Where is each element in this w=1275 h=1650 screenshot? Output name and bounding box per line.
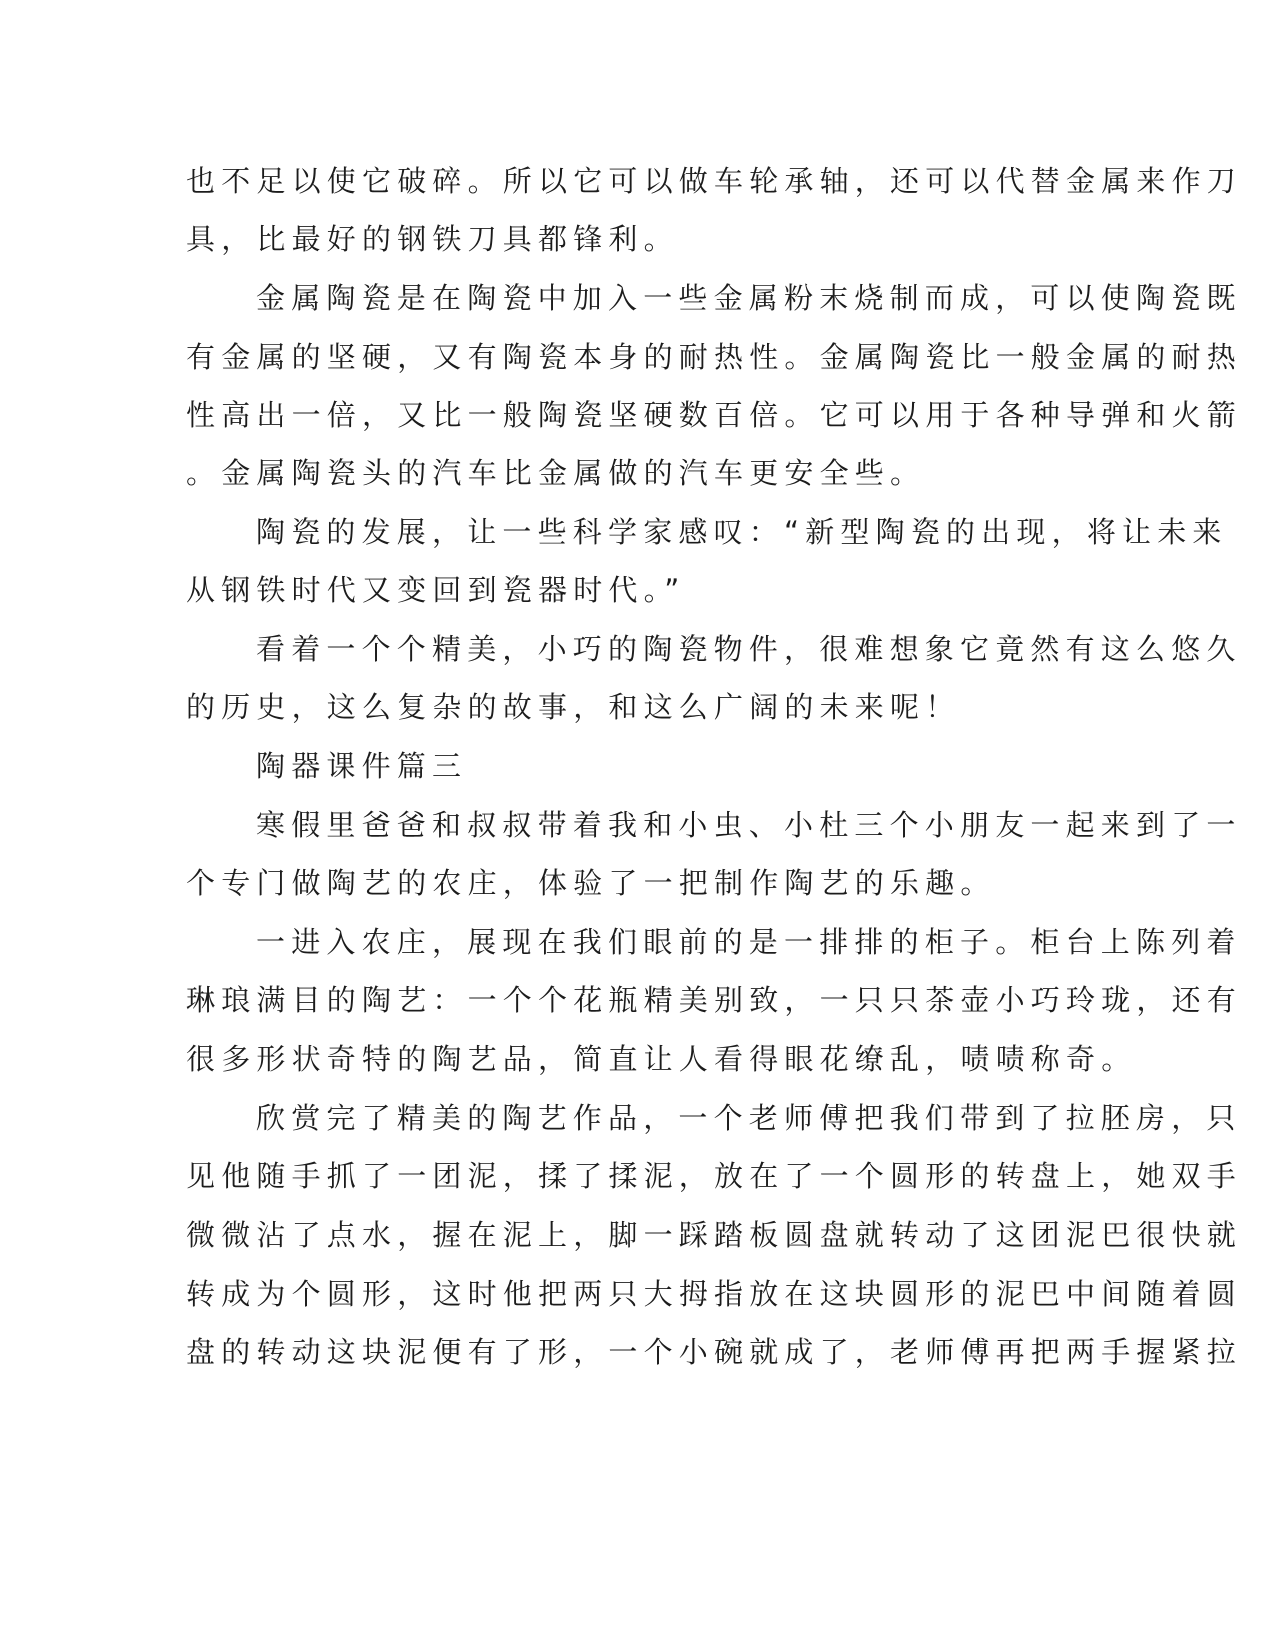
text-line: 个专门做陶艺的农庄，体验了一把制作陶艺的乐趣。 (186, 866, 996, 900)
text-line: 琳琅满目的陶艺：一个个花瓶精美别致，一只只茶壶小巧玲珑，还有 (186, 983, 1243, 1017)
text-line: 性高出一倍，又比一般陶瓷坚硬数百倍。它可以用于各种导弹和火箭 (186, 398, 1243, 432)
text-line: 转成为个圆形，这时他把两只大拇指放在这块圆形的泥巴中间随着圆 (186, 1277, 1243, 1311)
text-line: 具，比最好的钢铁刀具都锋利。 (186, 222, 679, 256)
text-line: 。金属陶瓷头的汽车比金属做的汽车更安全些。 (186, 456, 926, 490)
section-heading: 陶器课件篇三 (256, 749, 468, 783)
text-line: 很多形状奇特的陶艺品，简直让人看得眼花缭乱，啧啧称奇。 (186, 1042, 1137, 1076)
paragraph-first-line: 欣赏完了精美的陶艺作品，一个老师傅把我们带到了拉胚房，只 (256, 1101, 1242, 1135)
text-line: 微微沾了点水，握在泥上，脚一踩踏板圆盘就转动了这团泥巴很快就 (186, 1218, 1243, 1252)
paragraph-first-line: 陶瓷的发展，让一些科学家感叹：“新型陶瓷的出现，将让未来 (256, 515, 1228, 549)
text-line: 从钢铁时代又变回到瓷器时代。” (186, 573, 686, 607)
text-line: 的历史，这么复杂的故事，和这么广阔的未来呢！ (186, 690, 961, 724)
paragraph-first-line: 看着一个个精美，小巧的陶瓷物件，很难想象它竟然有这么悠久 (256, 632, 1242, 666)
paragraph-first-line: 寒假里爸爸和叔叔带着我和小虫、小杜三个小朋友一起来到了一 (256, 808, 1242, 842)
text-line: 盘的转动这块泥便有了形，一个小碗就成了，老师傅再把两手握紧拉 (186, 1335, 1243, 1369)
text-line: 见他随手抓了一团泥，揉了揉泥，放在了一个圆形的转盘上，她双手 (186, 1159, 1243, 1193)
paragraph-first-line: 金属陶瓷是在陶瓷中加入一些金属粉末烧制而成，可以使陶瓷既 (256, 281, 1242, 315)
text-line: 有金属的坚硬，又有陶瓷本身的耐热性。金属陶瓷比一般金属的耐热 (186, 340, 1243, 374)
text-line: 也不足以使它破碎。所以它可以做车轮承轴，还可以代替金属来作刀 (186, 164, 1243, 198)
paragraph-first-line: 一进入农庄，展现在我们眼前的是一排排的柜子。柜台上陈列着 (256, 925, 1242, 959)
